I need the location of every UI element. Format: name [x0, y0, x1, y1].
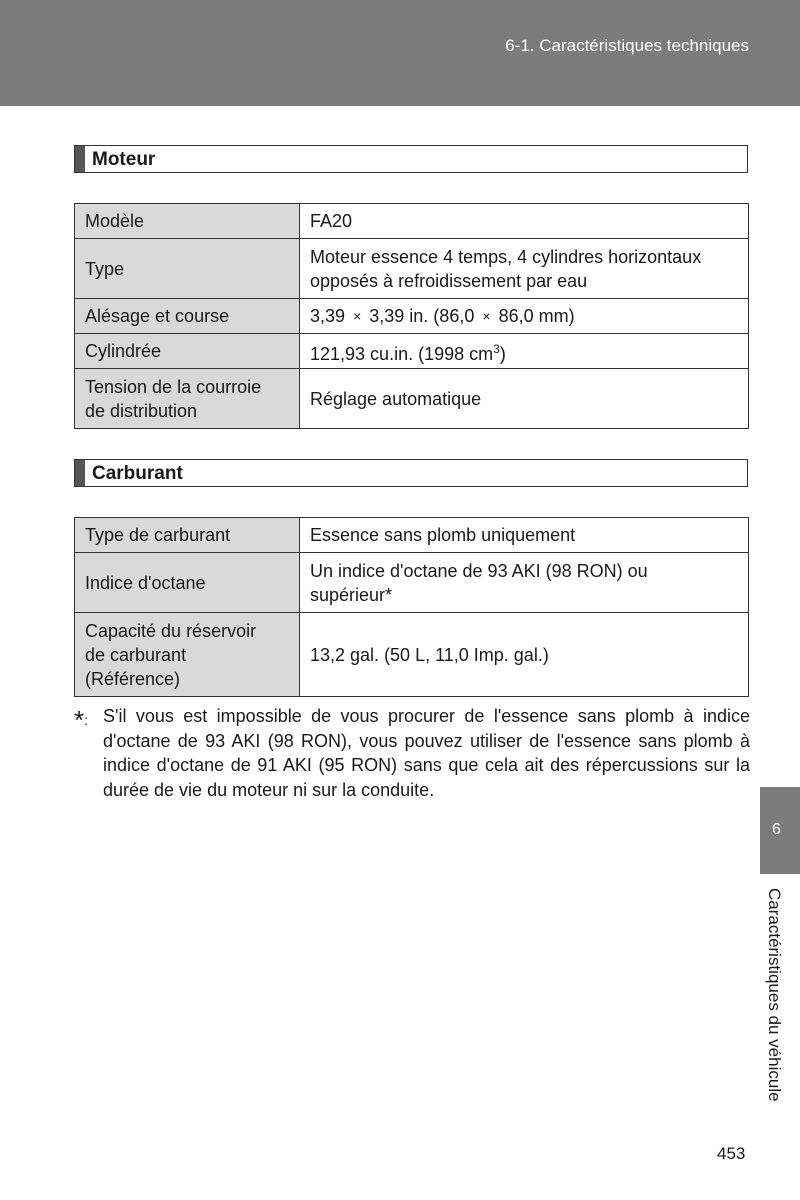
row-label: Indice d'octane [75, 553, 300, 613]
heading-bar [75, 460, 85, 486]
value-part: 121,93 cu.in. (1998 cm [310, 343, 494, 364]
value-line: opposés à refroidissement par eau [310, 270, 588, 291]
table-row [75, 553, 749, 613]
carburant-heading [74, 459, 748, 487]
label-line: (Référence) [85, 668, 181, 689]
label-line: Tension de la courroie [85, 376, 262, 397]
row-label [75, 369, 300, 429]
row-value: 13,2 gal. (50 L, 11,0 Imp. gal.) [300, 613, 749, 697]
row-label: Alésage et course [75, 299, 300, 334]
label-line: de carburant [85, 644, 187, 665]
table-row [75, 613, 749, 697]
table-row [75, 518, 749, 553]
row-value: Réglage automatique [300, 369, 749, 429]
moteur-heading-label: Moteur [92, 149, 156, 170]
table-row [75, 334, 749, 369]
table-row [75, 204, 749, 239]
footnote-colon: : [84, 712, 89, 728]
value-part: 3,39 [310, 305, 346, 326]
chapter-title-text: Caractéristiques du véhicule [765, 888, 784, 1102]
row-value [300, 299, 749, 334]
header-band [0, 0, 800, 106]
times-sign: × [482, 307, 491, 324]
times-sign: × [353, 307, 362, 324]
value-part: 3,39 in. (86,0 [369, 305, 475, 326]
chapter-number: 6 [772, 821, 781, 838]
row-value: FA20 [300, 204, 749, 239]
label-line: Capacité du réservoir [85, 620, 257, 641]
footnote [74, 704, 750, 802]
row-value [300, 334, 749, 369]
value-line: supérieur* [310, 584, 393, 605]
heading-bar [75, 146, 85, 172]
value-part: 86,0 mm) [498, 305, 575, 326]
row-label: Type de carburant [75, 518, 300, 553]
table-row [75, 299, 749, 334]
chapter-tab [760, 787, 800, 874]
row-label: Cylindrée [75, 334, 300, 369]
page-number: 453 [717, 1144, 746, 1163]
carburant-heading-label: Carburant [92, 463, 183, 484]
header-title: 6-1. Caractéristiques techniques [505, 36, 749, 55]
row-value [300, 239, 749, 299]
label-line: de distribution [85, 400, 198, 421]
row-label: Modèle [75, 204, 300, 239]
superscript: 3 [493, 341, 500, 356]
row-label: Type [75, 239, 300, 299]
moteur-heading [74, 145, 748, 173]
value-line: Moteur essence 4 temps, 4 cylindres horizontaux [310, 246, 702, 267]
row-value [300, 553, 749, 613]
row-label [75, 613, 300, 697]
chapter-title [764, 888, 790, 1118]
table-row [75, 239, 749, 299]
carburant-table [74, 517, 749, 697]
row-value: Essence sans plomb uniquement [300, 518, 749, 553]
footnote-marker [74, 704, 102, 733]
footnote-text: S'il vous est impossible de vous procurer de l'essence sans plomb à indice d'octane de 93 AKI (98 RON), vous pouvez utiliser de l'essence sans plomb à indice d'octane de 91 AKI (95 RON) sans que cela ait des répercussions sur la durée de vie du moteur ni sur la conduite. [103, 706, 750, 800]
value-part: ) [499, 343, 506, 364]
moteur-table [74, 203, 749, 429]
asterisk: * [74, 705, 85, 735]
table-row [75, 369, 749, 429]
value-line: Un indice d'octane de 93 AKI (98 RON) ou [310, 560, 648, 581]
